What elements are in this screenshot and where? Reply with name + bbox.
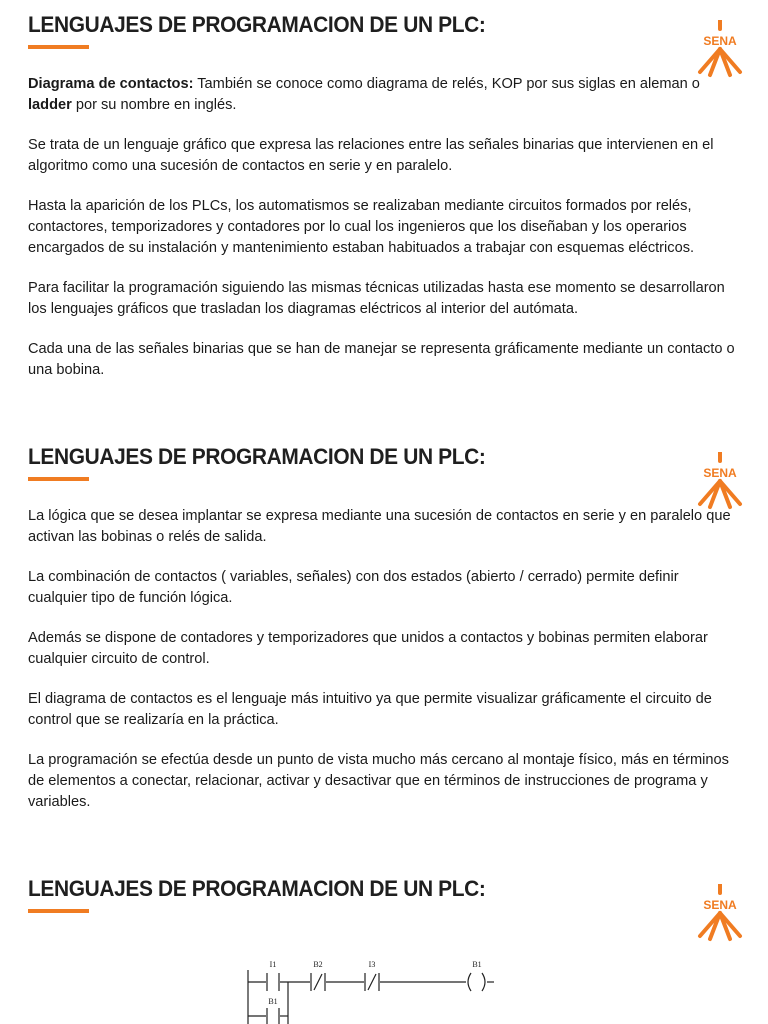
- contact-b2: [311, 973, 325, 991]
- paragraph: Cada una de las señales binarias que se han de manejar se representa gráficamente mediante un contacto o una bobina.: [28, 341, 735, 378]
- logo-text: SENA: [703, 34, 737, 48]
- contact-i1: [267, 973, 279, 991]
- paragraph: Se trata de un lenguaje gráfico que expresa las relaciones entre las señales binarias que intervienen en el algoritmo como una sucesión de contactos en serie y en paralelo.: [28, 137, 714, 174]
- slide-title: LENGUAJES DE PROGRAMACION DE UN PLC:: [28, 12, 486, 37]
- title-underline: [28, 909, 89, 913]
- paragraph: El diagrama de contactos es el lenguaje más intuitivo ya que permite visualizar gráficamente el circuito de control que se realizaría en la práctica.: [28, 691, 712, 728]
- paragraph: [28, 74, 740, 116]
- logo-text: SENA: [703, 898, 737, 912]
- logo-text: SENA: [703, 466, 737, 480]
- ladder-diagram: [240, 952, 510, 1024]
- paragraph: Hasta la aparición de los PLCs, los automatismos se realizaban mediante circuitos formados por relés, contactores, temporizadores y contadores por lo cual los ingenieros que los diseñaban y los operarios encargados de su instalación y mantenimiento estaban habituados a trabajar con esquemas eléctricos.: [28, 198, 695, 256]
- contact-i3: [365, 973, 379, 991]
- paragraph-text: También se conoce como diagrama de relés, KOP por sus siglas en aleman o: [193, 76, 700, 92]
- label-i3: I3: [368, 960, 376, 969]
- contact-b1-seal: [267, 1008, 279, 1024]
- title-underline: [28, 45, 89, 49]
- paragraph: La combinación de contactos ( variables, señales) con dos estados (abierto / cerrado) permite definir cualquier tipo de función lógica.: [28, 569, 679, 606]
- paragraph-text: por su nombre en inglés.: [71, 97, 237, 113]
- coil-b1: [468, 973, 485, 991]
- term-diagrama: Diagrama de contactos:: [28, 76, 194, 92]
- slide-title: LENGUAJES DE PROGRAMACION DE UN PLC:: [28, 876, 486, 901]
- slide-2: [0, 432, 768, 862]
- paragraph: La lógica que se desea implantar se expresa mediante una sucesión de contactos en serie y en paralelo que activan las bobinas o relés de salida.: [28, 508, 731, 545]
- slide-3: [0, 864, 768, 1024]
- label-b1-coil: B1: [472, 960, 482, 969]
- sena-logo-icon: [692, 20, 748, 78]
- slide-body: [28, 74, 740, 400]
- slide-body: [28, 506, 740, 832]
- slide-title: LENGUAJES DE PROGRAMACION DE UN PLC:: [28, 444, 486, 469]
- term-ladder: ladder: [28, 97, 72, 113]
- paragraph: La programación se efectúa desde un punto de vista mucho más cercano al montaje físico, más en términos de elementos a conectar, relacionar, activar y desactivar que en términos de instrucciones de programa y variables.: [28, 752, 729, 810]
- sena-logo-icon: [692, 884, 748, 942]
- label-b1-contact: B1: [268, 997, 278, 1006]
- sena-logo-icon: [692, 452, 748, 510]
- paragraph: Para facilitar la programación siguiendo las mismas técnicas utilizadas hasta ese momento se desarrollaron los lenguajes gráficos que trasladan los diagramas eléctricos al interior del autómata.: [28, 280, 725, 317]
- paragraph: Además se dispone de contadores y temporizadores que unidos a contactos y bobinas permiten elaborar cualquier circuito de control.: [28, 630, 708, 667]
- slide-1: [0, 0, 768, 430]
- label-b2: B2: [313, 960, 323, 969]
- label-i1: I1: [269, 960, 277, 969]
- title-underline: [28, 477, 89, 481]
